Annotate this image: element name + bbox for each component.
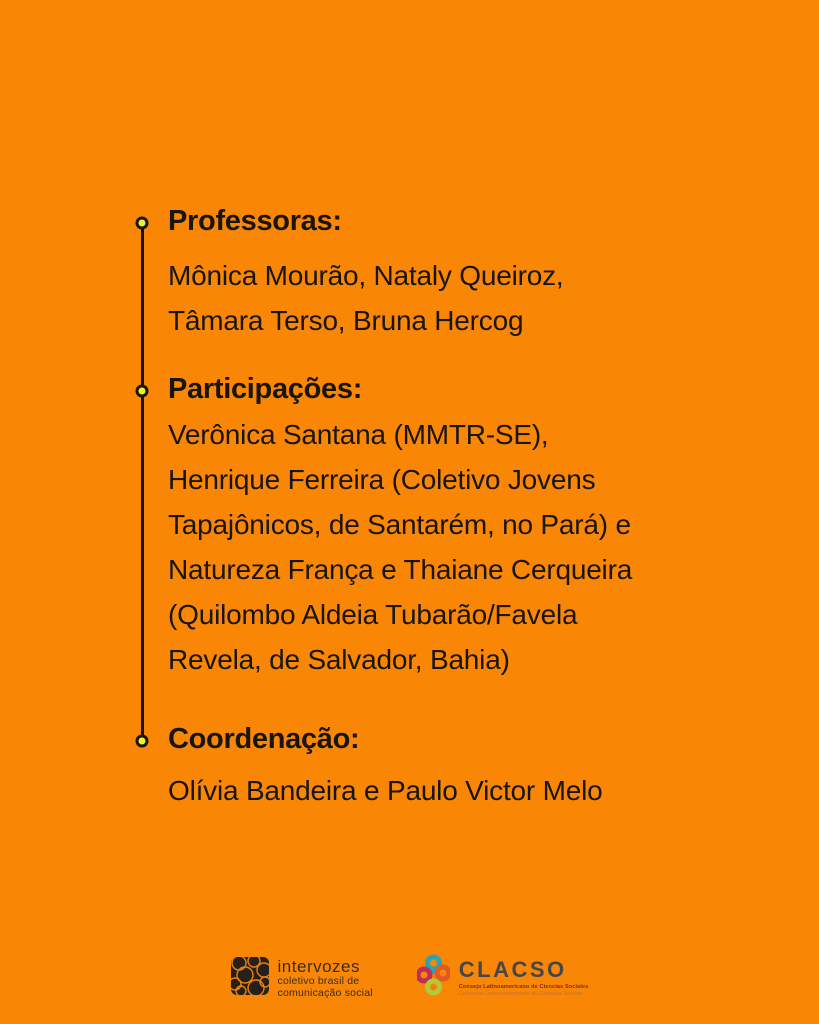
- credit-line: Tâmara Terso, Bruna Hercog: [168, 305, 524, 336]
- intervozes-tagline-line1: coletivo brasil de: [277, 975, 360, 987]
- credit-line: Verônica Santana (MMTR-SE),: [168, 419, 549, 450]
- timeline-line: [141, 223, 144, 741]
- clacso-flower-logo-icon: [417, 953, 450, 1003]
- section-heading-coordenacao: Coordenação:: [168, 723, 360, 756]
- clacso-logo-text: [459, 959, 589, 997]
- section-heading-professoras: Professoras:: [168, 205, 342, 238]
- section-body-professoras: [168, 253, 564, 343]
- credit-line: (Quilombo Aldeia Tubarão/Favela: [168, 599, 578, 630]
- intervozes-network-logo-icon: [231, 957, 269, 1000]
- clacso-tagline-portuguese: Conselho Latino-americano de Ciências Sociais: [458, 990, 583, 997]
- clacso-name: CLACSO: [458, 957, 567, 982]
- credit-line: Tapajônicos, de Santarém, no Pará) e: [168, 509, 631, 540]
- credit-line: Mônica Mourão, Nataly Queiroz,: [168, 260, 564, 291]
- section-body-coordenacao: [168, 768, 603, 813]
- credit-line: Natureza França e Thaiane Cerqueira: [168, 554, 633, 585]
- intervozes-logo-text: [278, 957, 373, 999]
- footer-logos: [0, 948, 819, 1008]
- clacso-tagline-spanish: Consejo Latinoamericano de Ciencias Sociales: [458, 984, 589, 990]
- timeline-bullet-coordenacao: [136, 735, 149, 748]
- timeline-bullet-participacoes: [136, 385, 149, 398]
- intervozes-logo: [231, 957, 373, 1000]
- section-heading-participacoes: Participações:: [168, 373, 363, 406]
- timeline-bullet-professoras: [136, 217, 149, 230]
- credit-line: Revela, de Salvador, Bahia): [168, 644, 510, 675]
- credit-line: Henrique Ferreira (Coletivo Jovens: [168, 464, 596, 495]
- clacso-logo: [417, 953, 589, 1003]
- credit-line: Olívia Bandeira e Paulo Victor Melo: [168, 775, 603, 806]
- intervozes-tagline-line2: comunicação social: [277, 986, 373, 999]
- section-body-participacoes: [168, 412, 632, 682]
- intervozes-name: intervozes: [277, 957, 361, 976]
